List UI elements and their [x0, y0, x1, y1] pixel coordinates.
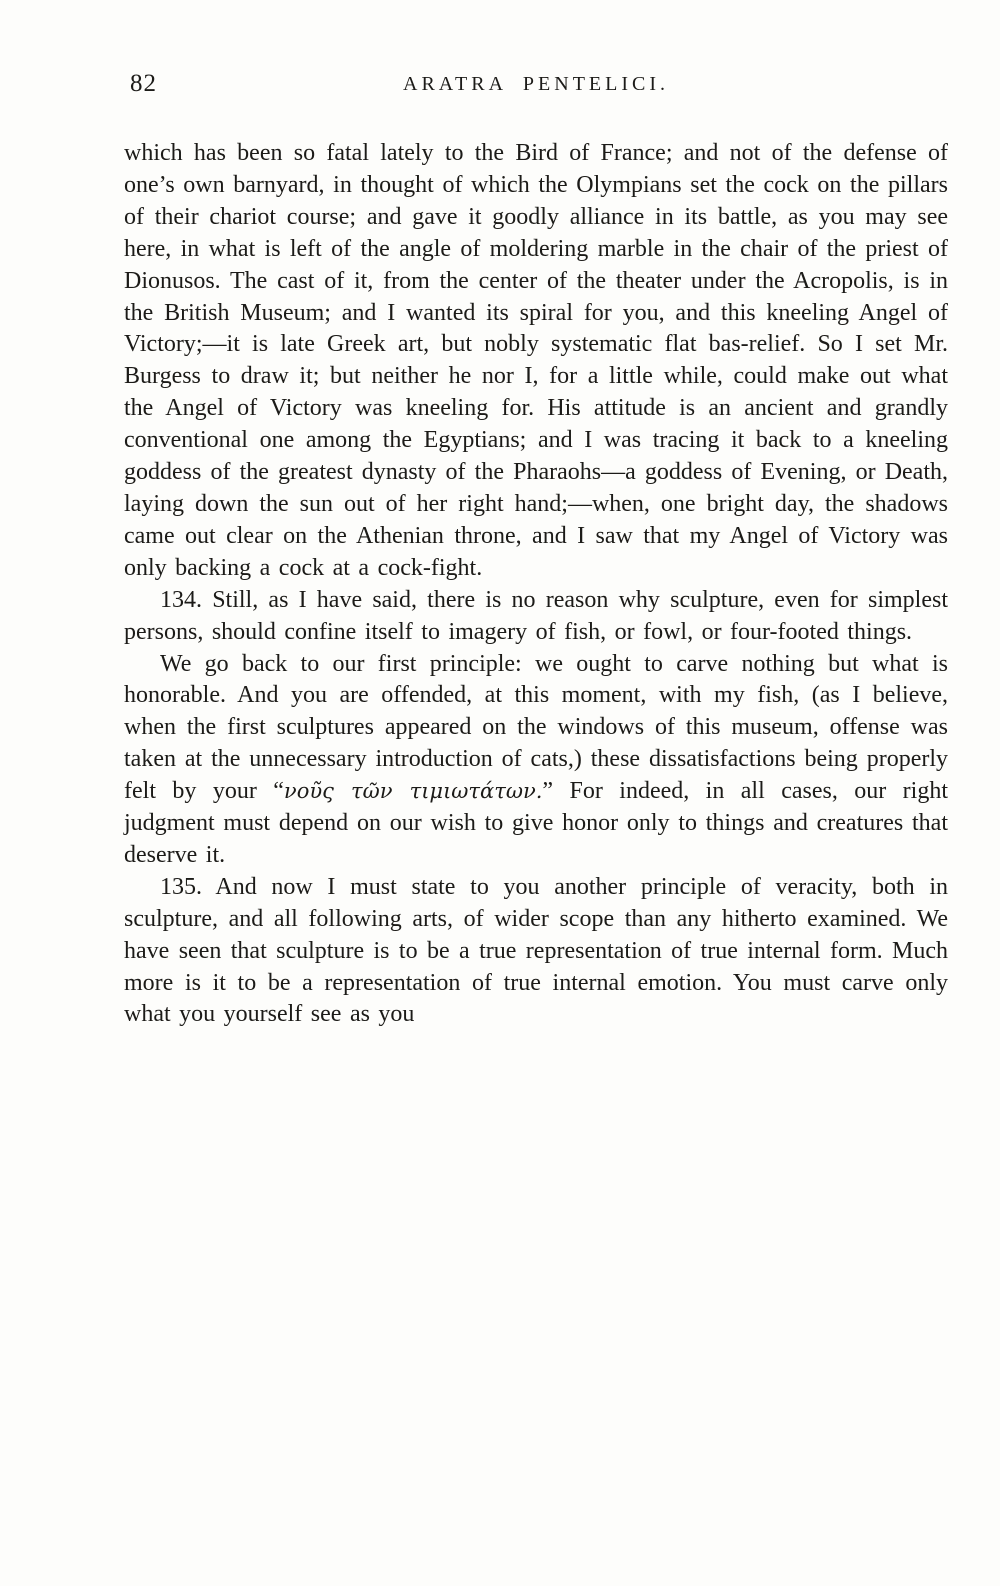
paragraph-135: 135. And now I must state to you another principle of veracity, both in sculpture, and all following arts, of wider scope than any hitherto examined. We have seen that sculpture is to be a true representation of true internal form. Much more is it to be a representation of true internal emotion. You must carve only what you yourself see as you [124, 873, 948, 1028]
paragraph-134: 134. Still, as I have said, there is no reason why sculpture, even for simplest persons, should confine itself to imagery of fish, or fowl, or four-footed things. [124, 586, 948, 645]
body-text [124, 138, 948, 1031]
greek-phrase: νοῦς τῶν τιμιωτάτων. [283, 779, 543, 804]
paragraph-text-after-greek: ” For indeed, in all cases, our right judgment must depend on our wish to give honor only to things and creatures that deserve it. [124, 778, 949, 868]
paragraph-text-before-greek: We go back to our first principle: we ought to carve nothing but what is honorable. And you are offended, at this moment, with my fish, (as I believe, when the first sculptures appeared on the windows of this museum, offense was taken at the unnecessary introduction of cats,) these dissatisfactions being properly felt by your “ [124, 650, 948, 805]
running-title: ARATRA PENTELICI. [403, 73, 669, 95]
page-header [124, 70, 948, 104]
paragraph-continuation: which has been so fatal lately to the Bird of France; and not of the defense of one’s own barnyard, in thought of which the Olympians set the cock on the pillars of their chariot course; and gave it goodly alliance in its battle, as you may see here, in what is left of the angle of moldering marble in the chair of the priest of Dionusos. The cast of it, from the center of the theater under the Acropolis, is in the British Museum; and I wanted its spiral for you, and this kneeling Angel of Victory;—it is late Greek art, but nobly systematic flat bas-relief. So I set Mr. Burgess to draw it; but neither he nor I, for a little while, could make out what the Angel of Victory was kneeling for. His attitude is an ancient and grandly conventional one among the Egyptians; and I was tracing it back to a kneeling goddess of the greatest dynasty of the Pharaohs—a goddess of Evening, or Death, laying down the sun out of her right hand;—when, one bright day, the shadows came out clear on the Athenian throne, and I saw that my Angel of Victory was only backing a cock at a cock-fight. [124, 140, 948, 581]
page-number: 82 [130, 70, 157, 97]
paragraph-first-principle [124, 649, 948, 872]
